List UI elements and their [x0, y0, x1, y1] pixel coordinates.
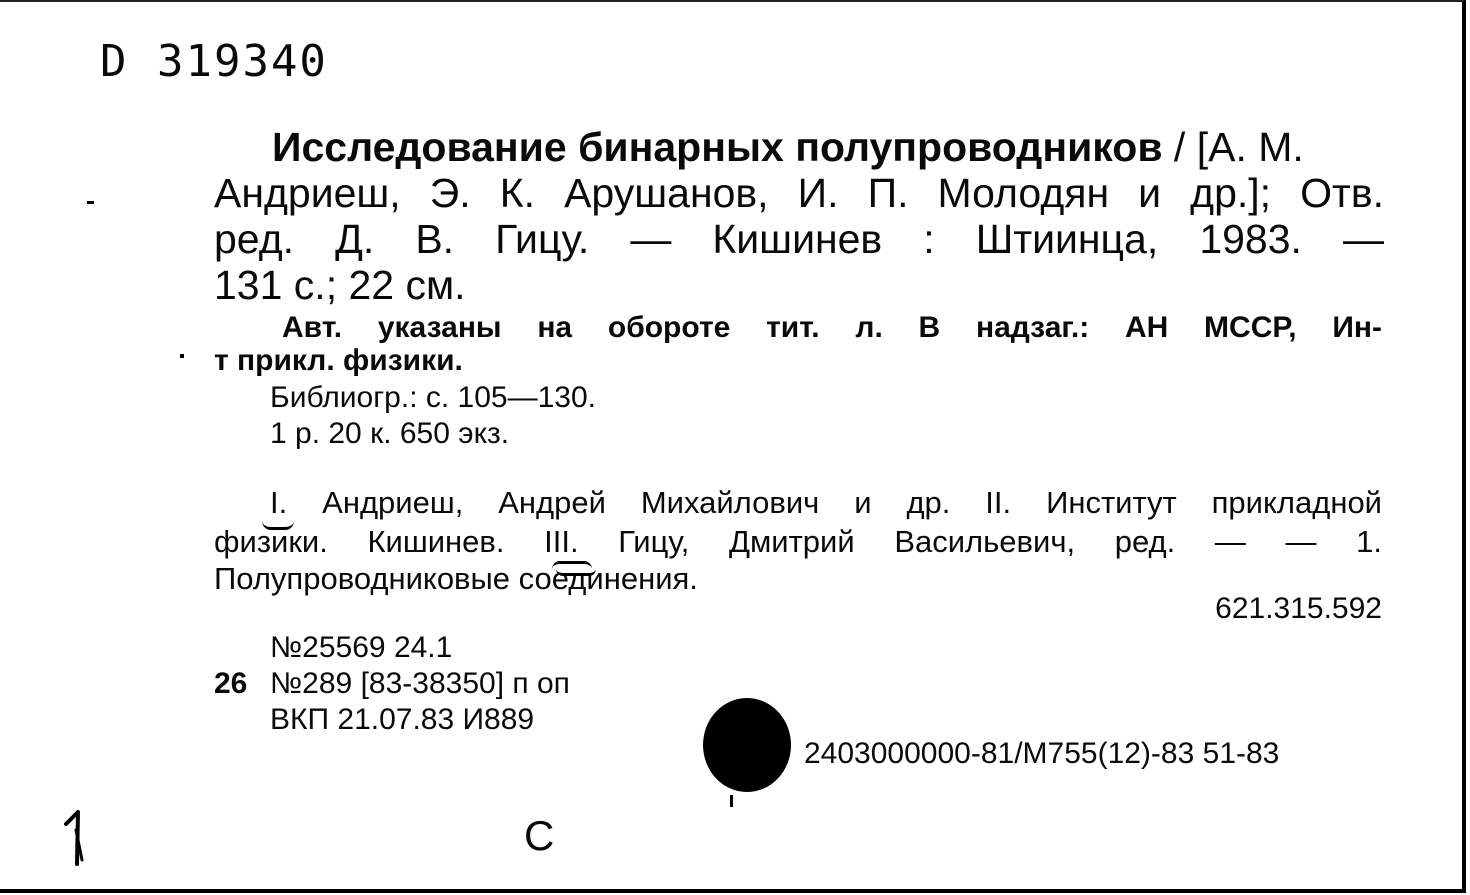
class-letter: С: [524, 812, 555, 859]
editor-imprint-line: ред. Д. В. Гицу. — Кишинев : Штиинца, 1983. —: [214, 216, 1384, 262]
punch-dot: [703, 698, 791, 792]
note-price-copies: 1 р. 20 к. 650 экз.: [270, 417, 510, 450]
tracing-line-2: физики. Кишинев. III. Гицу, Дмитрий Васильевич, ред. — — 1.: [214, 524, 1382, 559]
tick-mark: [730, 795, 733, 807]
tracing-line-3: Полупроводниковые соединения.: [214, 561, 698, 596]
handwritten-one-mark: [62, 810, 88, 866]
registry-prefix: 26: [214, 667, 248, 700]
udc-number: 621.315.592: [1215, 592, 1382, 625]
note-institute: т прикл. физики.: [214, 344, 463, 377]
note-authors: Авт. указаны на обороте тит. л. В надзаг.: АН МССР, Ин-: [282, 311, 1382, 344]
extent-line: 131 с.; 22 см.: [214, 262, 466, 308]
title-bold: Исследование бинарных полупроводников: [272, 124, 1163, 170]
registry-line-3: ВКП 21.07.83 И889: [270, 703, 535, 736]
hand-underline-mark: [262, 521, 294, 530]
hand-underline-mark: [556, 569, 596, 576]
margin-dash-mark: [87, 201, 94, 204]
registry-line-2: №289 [83-38350] п оп: [270, 667, 570, 700]
title-line-rest: / [А. М.: [1162, 124, 1304, 170]
tracing-line-1: I. Андриеш, Андрей Михайлович и др. II. Институт прикладной: [270, 485, 1382, 520]
card-id: D 319340: [100, 36, 328, 87]
note-bibliography: Библиогр.: с. 105—130.: [270, 381, 596, 414]
margin-dot-mark: [180, 354, 184, 358]
authors-line: Андриеш, Э. К. Арушанов, И. П. Молодян и др.]; Отв.: [214, 170, 1384, 216]
hand-overline-mark: [552, 561, 592, 569]
registry-line-1: №25569 24.1: [270, 631, 453, 664]
catalog-code: 2403000000-81/М755(12)-83 51-83: [804, 737, 1280, 770]
